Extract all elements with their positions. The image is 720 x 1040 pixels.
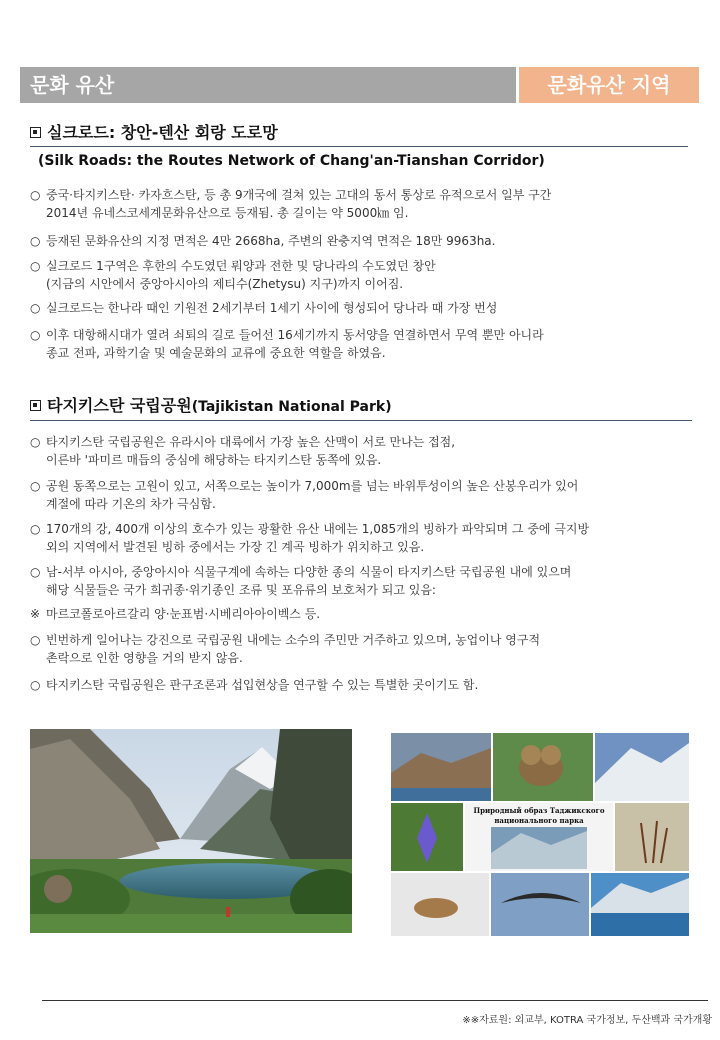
bullet-line: 실크로드 1구역은 후한의 수도였던 뤄양과 전한 및 당나라의 수도였던 창안 — [46, 259, 436, 273]
section1-title — [30, 120, 278, 143]
square-bullet-icon — [30, 400, 41, 411]
bullet-line: 해당 식물들은 국가 희귀종·위기종인 조류 및 포유류의 보호처가 되고 있음: — [46, 583, 436, 597]
bullet-item — [30, 299, 706, 317]
bullet-item — [30, 477, 706, 513]
bullet-item — [30, 433, 706, 469]
bullet-line: 이른바 '파미르 매듭의 중심에 해당하는 타지키스탄 동쪽에 있음. — [46, 453, 382, 467]
section1-subtitle: (Silk Roads: the Routes Network of Chang'an-Tianshan Corridor) — [38, 153, 545, 169]
bullet-line: 외의 지역에서 발견된 빙하 중에서는 가장 긴 계곡 빙하가 위치하고 있음. — [46, 540, 425, 554]
circle-bullet-icon: ○ — [30, 565, 41, 579]
bullet-item — [30, 186, 706, 222]
bullet-line: 계절에 따라 기온의 차가 극심함. — [46, 497, 216, 511]
bullet-line: 이후 대항해시대가 열려 쇠퇴의 길로 들어선 16세기까지 동서양을 연결하면서 무역 뿐만 아니라 — [46, 328, 544, 342]
mountain-lake-photo — [30, 729, 352, 933]
bullet-line: 2014년 유네스코세계문화유산으로 등재됨. 총 길이는 약 5000㎞ 임. — [46, 206, 409, 220]
national-park-collage — [391, 733, 689, 936]
circle-bullet-icon: ○ — [30, 328, 41, 342]
circle-bullet-icon: ○ — [30, 435, 41, 449]
reference-mark-icon: ※ — [30, 607, 41, 621]
bullet-line: 마르코폴로아르갈리 양·눈표범·시베리아아이벡스 등. — [46, 607, 321, 621]
section2-title-en: (Tajikistan National Park) — [191, 399, 392, 415]
bullet-item — [30, 232, 706, 250]
bullet-item — [30, 520, 706, 556]
bullet-item — [30, 563, 706, 599]
header-title: 문화 유산 — [30, 73, 115, 97]
section2-divider — [30, 420, 692, 421]
bullet-line: 남-서부 아시아, 중앙아시아 식물구계에 속하는 다양한 종의 식물이 타지키스탄 국립공원 내에 있으며 — [46, 565, 572, 579]
bullet-line: 등재된 문화유산의 지정 면적은 4만 2668ha, 주변의 완충지역 면적은 18만 9963ha. — [46, 234, 496, 248]
bullet-item — [30, 631, 706, 667]
section1-title-text: 실크로드: 창안-텐산 회랑 도로망 — [47, 123, 278, 142]
section1-divider — [30, 146, 688, 147]
bullet-line: 실크로드는 한나라 때인 기원전 2세기부터 1세기 사이에 형성되어 당나라 때 가장 번성 — [46, 301, 498, 315]
bullet-line: 타지키스탄 국립공원은 유라시아 대륙에서 가장 높은 산맥이 서로 만나는 접점, — [46, 435, 456, 449]
collage-caption-line1: Природный образ Таджикского — [473, 806, 605, 815]
bullet-line: (지금의 시안에서 중앙아시아의 제티수(Zhetysu) 지구)까지 이어짐. — [46, 277, 404, 291]
bullet-line: 타지키스탄 국립공원은 판구조론과 섭입현상을 연구할 수 있는 특별한 곳이기도 함. — [46, 678, 479, 692]
footer-divider — [42, 1000, 708, 1001]
circle-bullet-icon: ○ — [30, 633, 41, 647]
section2-title — [30, 393, 392, 416]
bullet-line: 공원 동쪽으로는 고원이 있고, 서쪽으로는 높이가 7,000m를 넘는 바위투성이의 높은 산봉우리가 있어 — [46, 479, 579, 493]
bullet-line: 촌락으로 인한 영향을 거의 받지 않음. — [46, 651, 243, 665]
source-note: ※※자료원: 외교부, KOTRA 국가정보, 두산백과 국가개황 — [462, 1015, 712, 1026]
circle-bullet-icon: ○ — [30, 301, 41, 315]
circle-bullet-icon: ○ — [30, 188, 41, 202]
bullet-line: 빈번하게 일어나는 강진으로 국립공원 내에는 소수의 주민만 거주하고 있으며, 농업이나 영구적 — [46, 633, 541, 647]
circle-bullet-icon: ○ — [30, 522, 41, 536]
header-tag — [519, 67, 699, 103]
circle-bullet-icon: ○ — [30, 678, 41, 692]
bullet-item — [30, 605, 706, 623]
bullet-item — [30, 676, 706, 694]
bullet-line: 170개의 강, 400개 이상의 호수가 있는 광활한 유산 내에는 1,085개의 빙하가 파악되며 그 중에 극지방 — [46, 522, 590, 536]
bullet-item — [30, 257, 706, 293]
bullet-item — [30, 326, 706, 362]
circle-bullet-icon: ○ — [30, 234, 41, 248]
section-header-bar — [20, 67, 516, 103]
bullet-line: 종교 전파, 과학기술 및 예술문화의 교류에 중요한 역할을 하였음. — [46, 346, 386, 360]
square-bullet-icon — [30, 127, 41, 138]
collage-caption-line2: национального парка — [494, 816, 584, 825]
section2-title-text: 타지키스탄 국립공원 — [47, 396, 192, 415]
circle-bullet-icon: ○ — [30, 479, 41, 493]
header-tag-label: 문화유산 지역 — [547, 73, 671, 97]
circle-bullet-icon: ○ — [30, 259, 41, 273]
bullet-line: 중국·타지키스탄· 카자흐스탄, 등 총 9개국에 걸쳐 있는 고대의 동서 통상로 유적으로서 일부 구간 — [46, 188, 552, 202]
